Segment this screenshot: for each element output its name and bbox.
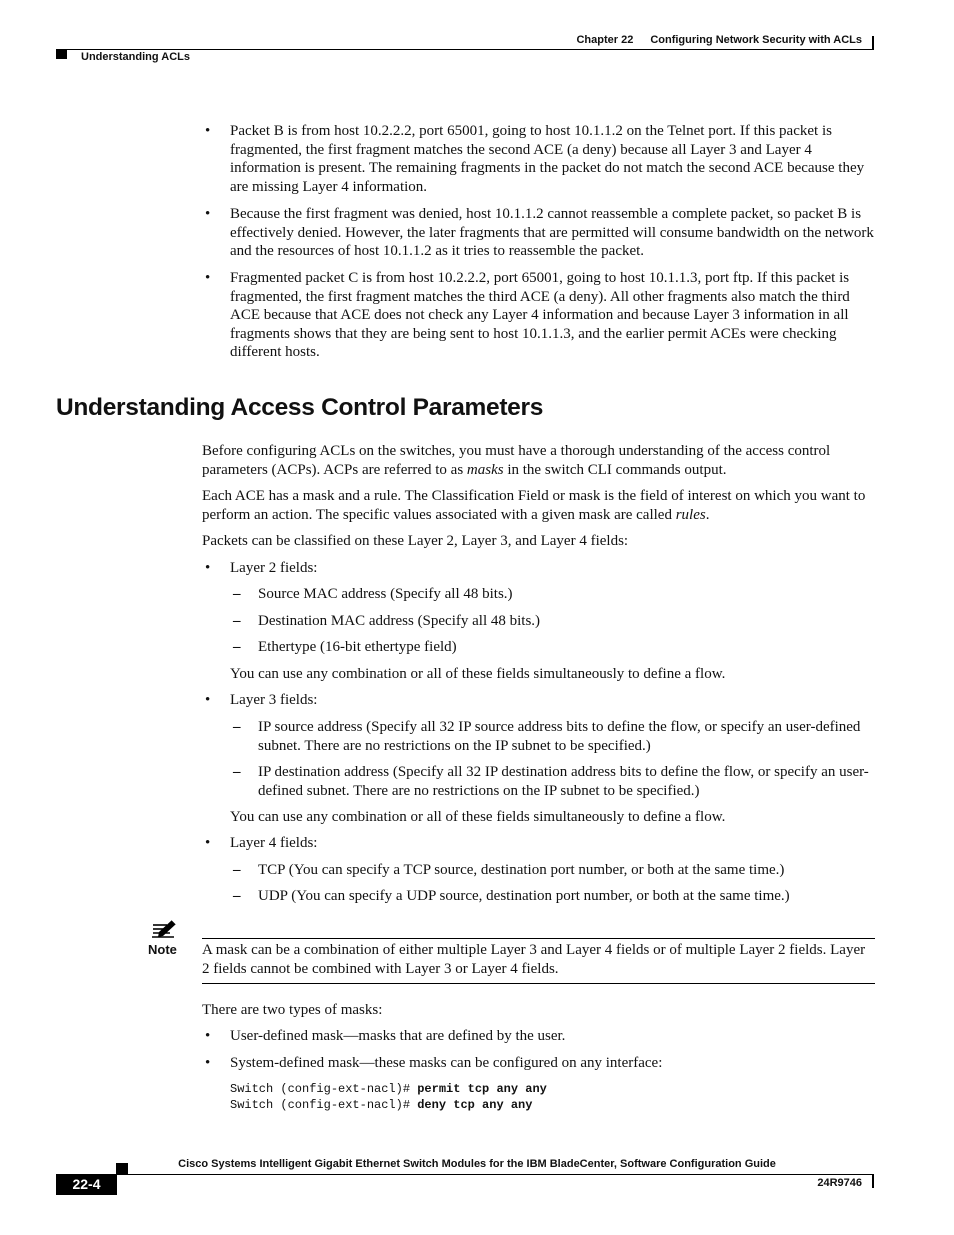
paragraph-text: Before configuring ACLs on the switches, you must have a thorough understanding of the access control parameters (ACPs). ACPs are referred to as: [202, 443, 831, 478]
chapter-number: Chapter 22: [576, 34, 634, 46]
list-item: [205, 269, 878, 362]
note-bottom-rule: [202, 983, 875, 984]
bullet-marker: •: [205, 206, 211, 222]
code-prompt: Switch (config-ext-nacl)#: [230, 1098, 418, 1112]
pencil-note-icon: [150, 917, 178, 939]
bullet-marker: •: [205, 692, 211, 708]
sub-list-item: [233, 612, 878, 631]
list-item: [205, 205, 878, 261]
code-line: [230, 1081, 547, 1097]
list-item: [205, 1027, 878, 1046]
emphasis-text: masks: [466, 461, 504, 478]
header-rule: [56, 49, 874, 50]
paragraph-ace-mask: [202, 487, 878, 524]
sub-list-item: [233, 638, 878, 657]
bullet-marker: •: [205, 560, 211, 576]
bullet-text: Fragmented packet C is from host 10.2.2.2, port 65001, going to host 10.1.1.3, port ftp. If this packet is fragmented, the first fragment matches the third ACE (a deny). All other fragments also match the third ACE because that ACE does not check any Layer 4 information and because Layer 3 information in all fragments shows that they are being sent to host 10.1.1.3, and the earlier permit ACEs were checking different hosts.: [230, 270, 850, 361]
document-number: 24R9746: [817, 1177, 862, 1189]
bullet-text: Packet B is from host 10.2.2.2, port 65001, going to host 10.1.1.2 on the Telnet port. If this packet is fragmented, the first fragment matches the second ACE (a deny) because all Layer 3 and Layer 4 information is present. The remaining fragments in the packet do not match the second ACE because they are missing Layer 4 information.: [230, 123, 865, 195]
sub-list-item: [233, 763, 878, 800]
sub-item-text: Ethertype (16-bit ethertype field): [258, 639, 457, 655]
sub-item-text: TCP (You can specify a TCP source, destination port number, or both at the same time.): [258, 862, 785, 878]
note-top-rule: [202, 938, 875, 939]
dash-marker: –: [233, 862, 241, 878]
dash-marker: –: [233, 586, 241, 602]
paragraph-text: in the switch CLI commands output.: [503, 461, 727, 478]
footer-rule: [56, 1174, 874, 1175]
list-item: [205, 1054, 878, 1073]
list-item: [205, 122, 878, 196]
note-text: A mask can be a combination of either multiple Layer 3 and Layer 4 fields or of multiple Layer 2 fields. Layer 2 fields cannot be combined with Layer 3 or Layer 4 fields.: [202, 942, 866, 977]
sub-item-text: IP source address (Specify all 32 IP source address bits to define the flow, or specify an user-defined subnet. There are no restrictions on the IP subnet to be specified.): [258, 719, 861, 754]
page-number: 22-4: [56, 1174, 117, 1195]
bullet-text: Because the first fragment was denied, host 10.1.1.2 cannot reassemble a complete packet, so packet B is effectively denied. However, the later fragments that are permitted will consume bandwidth on the network and the resources of host 10.1.1.2 as it tries to reassemble the packet.: [230, 206, 874, 260]
bullet-text: Layer 3 fields:: [230, 692, 318, 708]
bullet-text: Layer 4 fields:: [230, 835, 318, 851]
section-header: Understanding ACLs: [81, 51, 190, 63]
list-item-layer2: [205, 559, 878, 578]
paragraph-mask-types: There are two types of masks:: [202, 1002, 383, 1018]
header-block-marker: [56, 50, 67, 59]
bullet-marker: •: [205, 1028, 211, 1044]
sub-list-item: [233, 718, 878, 755]
code-command: permit tcp any any: [417, 1082, 547, 1096]
paragraph-acp-intro: [202, 442, 878, 479]
bullet-text: Layer 2 fields:: [230, 560, 318, 576]
bullet-marker: •: [205, 123, 211, 139]
sub-list-item: [233, 585, 878, 604]
sub-item-text: UDP (You can specify a UDP source, destination port number, or both at the same time.): [258, 888, 790, 904]
bullet-marker: •: [205, 1055, 211, 1071]
sub-item-text: Destination MAC address (Specify all 48 bits.): [258, 613, 541, 629]
running-header: [0, 34, 862, 46]
code-line: [230, 1097, 532, 1113]
section-heading: Understanding Access Control Parameters: [56, 394, 544, 421]
footer-title: Cisco Systems Intelligent Gigabit Ethernet Switch Modules for the IBM BladeCenter, Software Configuration Guide: [178, 1158, 776, 1170]
emphasis-text: rules: [675, 506, 706, 523]
code-prompt: Switch (config-ext-nacl)#: [230, 1082, 418, 1096]
dash-marker: –: [233, 639, 241, 655]
bullet-text: User-defined mask—masks that are defined by the user.: [230, 1028, 566, 1044]
dash-marker: –: [233, 764, 241, 780]
paragraph-classification: Packets can be classified on these Layer 2, Layer 3, and Layer 4 fields:: [202, 533, 629, 549]
layer3-note: You can use any combination or all of these fields simultaneously to define a flow.: [230, 809, 726, 825]
sub-item-text: Source MAC address (Specify all 48 bits.): [258, 586, 513, 602]
sub-list-item: [233, 887, 878, 906]
sub-item-text: IP destination address (Specify all 32 IP destination address bits to define the flow, or specify an user-defined subnet. There are no restrictions on the IP subnet to be specified.): [258, 764, 869, 799]
sub-list-item: [233, 861, 878, 880]
note-label: Note: [148, 942, 177, 957]
list-item-layer3: [205, 691, 878, 710]
bullet-text: System-defined mask—these masks can be configured on any interface:: [230, 1055, 663, 1071]
paragraph-text: Each ACE has a mask and a rule. The Classification Field or mask is the field of interest on which you want to perform an action. The specific values associated with a given mask are called: [202, 488, 866, 523]
dash-marker: –: [233, 719, 241, 735]
code-command: deny tcp any any: [417, 1098, 533, 1112]
bullet-marker: •: [205, 270, 211, 286]
paragraph-text: .: [705, 506, 710, 523]
footer-vertical-bar: [872, 1174, 874, 1188]
dash-marker: –: [233, 613, 241, 629]
dash-marker: –: [233, 888, 241, 904]
chapter-title: Configuring Network Security with ACLs: [650, 34, 862, 46]
layer2-note: You can use any combination or all of these fields simultaneously to define a flow.: [230, 666, 726, 682]
list-item-layer4: [205, 834, 878, 853]
header-vertical-bar: [872, 36, 874, 50]
bullet-marker: •: [205, 835, 211, 851]
